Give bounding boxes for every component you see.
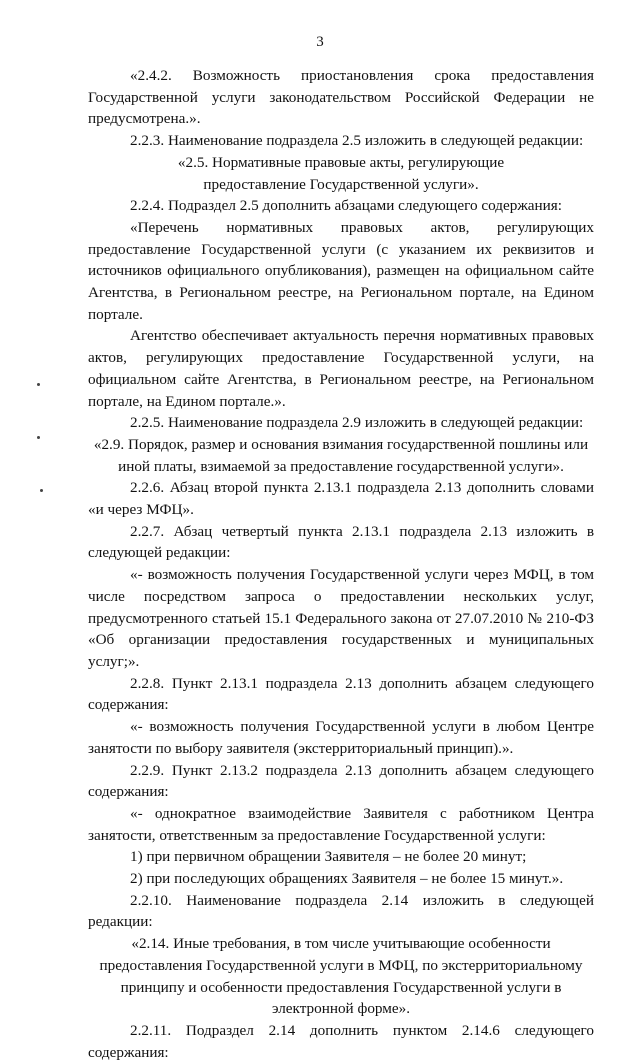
paragraph-2-2-9: 2.2.9. Пункт 2.13.2 подраздела 2.13 дополнить абзацем следующего содержания: [88, 761, 594, 801]
scan-speck [37, 383, 40, 386]
paragraph-2-2-7: 2.2.7. Абзац четвертый пункта 2.13.1 подраздела 2.13 изложить в следующей редакции: [88, 522, 594, 562]
paragraph-later-visits: 2) при последующих обращениях Заявителя – не более 15 минут.». [130, 870, 564, 888]
heading-2-14: «2.14. Иные требования, в том числе учитывающие особенности предоставления Государственной услуги в МФЦ, по экстерриториальному принципу и особенности предоставления Государственной услуги в электронной форме». [99, 935, 583, 1018]
heading-2-9: «2.9. Порядок, размер и основания взимания государственной пошлины или иной платы, взимаемой за предоставление государственной услуги». [93, 435, 589, 475]
paragraph-mfc-possibility: «- возможность получения Государственной услуги через МФЦ, в том числе посредством запроса о предоставлении нескольких услуг, предусмотренного статьей 15.1 Федерального закона от 27.07.2010 № 210-ФЗ «Об организации предоставления государственных и муниципальных услуг;». [88, 566, 594, 670]
paragraph-any-center: «- возможность получения Государственной услуги в любом Центре занятости по выбору заявителя (экстерриториальный принцип).». [88, 718, 594, 757]
paragraph-list-of-acts: «Перечень нормативных правовых актов, регулирующих предоставление Государственной услуги (с указанием их реквизитов и источников официального опубликования), размещен на официальном сайте Агентства, в Региональном реестре, на Региональном портале, на Едином портале. [88, 218, 594, 323]
page-number: 3 [316, 34, 324, 50]
paragraph-2-2-3: 2.2.3. Наименование подраздела 2.5 изложить в следующей редакции: [130, 132, 584, 150]
paragraph-agency: Агентство обеспечивает актуальность перечня нормативных правовых актов, регулирующих предоставление Государственной услуги, на официальном сайте Агентства, в Региональном реестре, на Региональном портале, на Едином портале.». [88, 327, 594, 410]
paragraph-2-2-6: 2.2.6. Абзац второй пункта 2.13.1 подраздела 2.13 дополнить словами «и через МФЦ». [88, 479, 594, 519]
document-body [88, 65, 594, 1063]
paragraph-2-2-5: 2.2.5. Наименование подраздела 2.9 изложить в следующей редакции: [130, 414, 584, 432]
paragraph-2-4-2: «2.4.2. Возможность приостановления срока предоставления Государственной услуги законодательством Российской Федерации не предусмотрена.». [88, 67, 594, 128]
paragraph-2-2-10: 2.2.10. Наименование подраздела 2.14 изложить в следующей редакции: [88, 891, 594, 931]
scan-speck [37, 436, 40, 439]
paragraph-first-visit: 1) при первичном обращении Заявителя – не более 20 минут; [130, 848, 527, 866]
paragraph-2-2-8: 2.2.8. Пункт 2.13.1 подраздела 2.13 дополнить абзацем следующего содержания: [88, 674, 594, 714]
paragraph-2-2-11: 2.2.11. Подраздел 2.14 дополнить пунктом 2.14.6 следующего содержания: [88, 1021, 594, 1061]
heading-2-5: «2.5. Нормативные правовые акты, регулирующие предоставление Государственной услуги». [177, 153, 505, 193]
scan-speck [40, 489, 43, 492]
paragraph-single-interaction: «- однократное взаимодействие Заявителя с работником Центра занятости, ответственным за предоставление Государственной услуги: [88, 804, 594, 844]
paragraph-2-2-4: 2.2.4. Подраздел 2.5 дополнить абзацами следующего содержания: [130, 197, 563, 215]
